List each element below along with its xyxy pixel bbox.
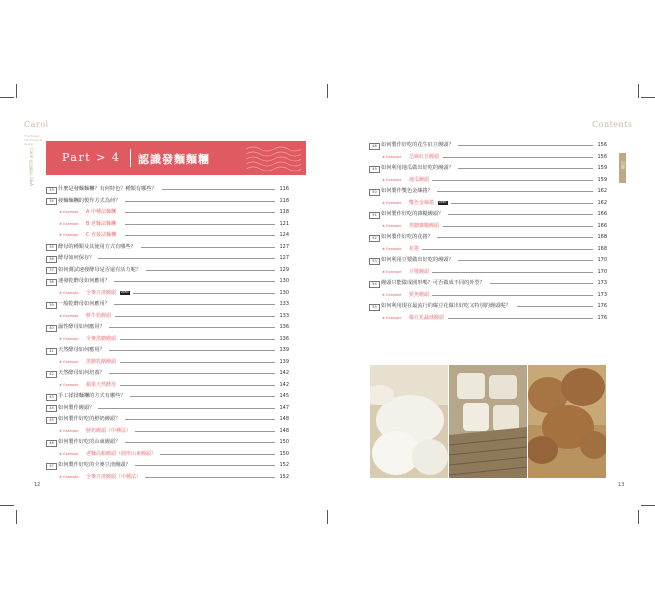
question-number: 37 xyxy=(46,267,57,274)
question-text: 如何製作饅頭？ xyxy=(58,404,95,411)
dot-leader xyxy=(98,258,275,259)
example-title: 全麥豆渣饅頭（中種法） xyxy=(86,473,142,480)
question-row xyxy=(46,196,289,206)
question-number: 41 xyxy=(46,348,57,355)
question-row xyxy=(369,278,607,288)
example-label: ★ Example xyxy=(59,210,79,214)
crop-mark xyxy=(638,84,639,98)
example-row xyxy=(369,267,607,277)
crop-mark xyxy=(327,84,328,98)
question-row xyxy=(369,163,607,173)
left-toc xyxy=(46,184,289,484)
example-row xyxy=(46,357,289,367)
question-number: 54 xyxy=(369,281,380,288)
question-row xyxy=(46,403,289,413)
dot-leader xyxy=(145,477,275,478)
page-ref: 162 xyxy=(597,188,607,194)
part-banner xyxy=(46,141,306,175)
question-number: 47 xyxy=(46,463,57,470)
question-row xyxy=(46,242,289,252)
part-title: 認識發麵麵糰 xyxy=(138,153,210,166)
question-row xyxy=(369,301,607,311)
question-text: 如何製作好吃的山東饅頭？ xyxy=(58,439,121,445)
page-ref: 148 xyxy=(279,416,289,422)
page-ref: 173 xyxy=(597,291,607,298)
photo-strip xyxy=(370,365,606,478)
question-number: 52 xyxy=(369,235,380,242)
dot-leader xyxy=(125,201,275,202)
dot-leader xyxy=(422,249,593,250)
page-ref: 121 xyxy=(279,220,289,227)
page-ref: 127 xyxy=(279,255,289,261)
page-ref: 118 xyxy=(279,209,289,215)
question-row xyxy=(46,345,289,355)
example-title: 黑糖雜糧饅頭 xyxy=(409,222,440,229)
question-text: 酵母的種類及其使用方式有哪些？ xyxy=(58,243,136,250)
question-text: 速發乾酵母如何應用？ xyxy=(58,278,110,284)
example-label: ★ Example xyxy=(59,451,79,456)
vertical-series-title: Carol 烘焙教室 Q&A xyxy=(29,148,34,186)
dot-leader xyxy=(162,189,275,190)
example-label: ★ Example xyxy=(382,292,402,297)
margin-word: Carol xyxy=(24,120,49,129)
page-ref: 159 xyxy=(597,165,607,171)
page-ref: 129 xyxy=(279,266,289,273)
dot-leader xyxy=(125,419,275,420)
dot-leader xyxy=(437,191,593,192)
question-number: 46 xyxy=(46,440,57,447)
example-row xyxy=(46,449,289,459)
example-title: C 直接法麵糰 xyxy=(86,232,117,238)
dot-leader xyxy=(120,385,275,386)
example-title: 老麵高粮饅頭（圓形山東饅頭） xyxy=(86,450,157,457)
page-ref: 152 xyxy=(279,473,289,480)
example-title: 全麥豆渣饅頭 xyxy=(86,289,117,296)
page-ref: 124 xyxy=(279,232,289,238)
example-row xyxy=(46,334,289,344)
page-ref: 118 xyxy=(279,197,289,204)
page-ref: 116 xyxy=(279,186,289,192)
left-page xyxy=(20,104,298,488)
dot-leader xyxy=(114,304,275,305)
crop-mark xyxy=(16,510,17,524)
page-ref: 139 xyxy=(279,358,289,365)
question-row xyxy=(369,209,607,219)
question-row xyxy=(46,253,289,263)
dot-leader xyxy=(125,235,275,236)
question-text: 什麼是發麵麵糰？有何特色？種類有哪些？ xyxy=(58,186,157,192)
dot-leader xyxy=(120,362,275,363)
dot-leader xyxy=(109,327,275,328)
dot-leader xyxy=(114,281,275,282)
question-text: 發麵麵糰的製作方式為何？ xyxy=(58,197,121,204)
example-label: ★ Example xyxy=(59,313,79,318)
question-row xyxy=(46,265,289,275)
example-label: ★ Example xyxy=(382,223,402,228)
part-label: Part > 4 xyxy=(62,151,121,164)
video-tag: VIDEO xyxy=(120,290,129,294)
dot-leader xyxy=(133,293,275,294)
example-row xyxy=(46,219,289,229)
page-ref: 168 xyxy=(597,245,607,252)
page-ref: 142 xyxy=(279,381,289,388)
question-number: 35 xyxy=(46,244,57,251)
question-row xyxy=(369,186,607,196)
crop-mark xyxy=(641,97,655,98)
dot-leader xyxy=(432,180,593,181)
example-label: ★ Example xyxy=(59,474,79,479)
dot-leader xyxy=(517,306,594,307)
example-title: B 老麵法麵糰 xyxy=(86,220,117,227)
crop-mark xyxy=(16,84,17,98)
page-ref: 156 xyxy=(597,142,607,148)
question-text: 天然酵母如何應用？ xyxy=(58,347,105,353)
page-ref: 170 xyxy=(597,268,607,275)
page-ref: 150 xyxy=(279,439,289,445)
dot-leader xyxy=(443,226,593,227)
page-ref: 168 xyxy=(597,234,607,240)
page-ref: 136 xyxy=(279,335,289,342)
question-text: 饅頭只能做成圓形嗎？可否做成不同的外型？ xyxy=(381,280,485,286)
question-number: 36 xyxy=(46,256,57,263)
question-number: 48 xyxy=(369,143,380,150)
dot-leader xyxy=(437,237,593,238)
question-text: 手工揉揉麵糰的方式有哪些？ xyxy=(58,393,126,399)
question-row xyxy=(46,437,289,447)
question-text: 如何製作好吃的全麥豆渣饅頭？ xyxy=(58,462,131,468)
question-text: 如何測試速發酵母是否還有活力呢？ xyxy=(58,266,142,273)
dot-leader xyxy=(432,272,593,273)
example-row xyxy=(46,288,289,298)
white-buns-photo xyxy=(370,365,448,478)
dot-leader xyxy=(125,442,275,443)
page-ref: 166 xyxy=(597,211,607,217)
page-ref: 133 xyxy=(279,312,289,319)
example-title: 花捲 xyxy=(409,245,420,252)
question-row xyxy=(46,368,289,378)
question-number: 55 xyxy=(369,304,380,311)
example-title: A 中種法麵糰 xyxy=(86,209,117,215)
question-number: 33 xyxy=(46,187,57,194)
dot-leader xyxy=(115,316,276,317)
question-row xyxy=(369,140,607,150)
question-text: 一般乾酵母如何應用？ xyxy=(58,301,110,307)
question-row xyxy=(46,276,289,286)
example-row xyxy=(46,472,289,482)
example-row xyxy=(46,426,289,436)
dot-leader xyxy=(146,270,275,271)
banner-divider xyxy=(130,149,131,167)
section-tab-label: 目錄 xyxy=(621,161,626,169)
page-ref: 133 xyxy=(279,301,289,307)
dot-leader xyxy=(458,260,593,261)
question-number: 44 xyxy=(46,405,57,412)
margin-subtitle: The Bread Tip Practical Guide xyxy=(24,134,43,146)
basket-buns-photo xyxy=(449,365,527,478)
example-label: ★ Example xyxy=(59,428,79,433)
question-row xyxy=(369,255,607,265)
dot-leader xyxy=(458,168,593,169)
question-text: 如何製作好吃的雜糧饅頭？ xyxy=(381,211,444,217)
example-label: ★ Example xyxy=(59,233,79,237)
dot-leader xyxy=(98,408,275,409)
question-number: 51 xyxy=(369,212,380,219)
margin-word: Contents xyxy=(592,120,633,129)
right-toc xyxy=(369,140,607,320)
question-number: 39 xyxy=(46,302,57,309)
dot-leader xyxy=(120,339,275,340)
example-label: ★ Example xyxy=(382,269,402,274)
dot-leader xyxy=(135,431,275,432)
page-ref: 150 xyxy=(279,450,289,457)
example-title: 黑糖乳酪饅頭 xyxy=(86,358,117,365)
question-number: 43 xyxy=(46,394,57,401)
page-ref: 176 xyxy=(597,314,607,321)
page-ref: 147 xyxy=(279,404,289,411)
example-label: ★ Example xyxy=(382,246,402,251)
example-row xyxy=(46,311,289,321)
example-title: 鮮牛奶饅頭 xyxy=(86,312,112,319)
example-row xyxy=(369,290,607,300)
dot-leader xyxy=(109,373,275,374)
page-ref: 136 xyxy=(279,324,289,330)
page-ref: 139 xyxy=(279,347,289,353)
crop-mark xyxy=(641,505,655,506)
dot-leader xyxy=(432,295,593,296)
page-number: 13 xyxy=(618,482,625,488)
question-row xyxy=(369,232,607,242)
page-ref: 152 xyxy=(279,462,289,468)
video-tag: VIDEO xyxy=(438,200,447,204)
question-text: 如何製作好吃的鮮奶饅頭？ xyxy=(58,416,121,422)
page-ref: 130 xyxy=(279,289,289,296)
page-ref: 156 xyxy=(597,153,607,160)
question-row xyxy=(46,322,289,332)
example-row xyxy=(46,207,289,217)
example-title: 芝麻紅豆饅頭 xyxy=(409,153,440,160)
wave-pattern-icon xyxy=(246,145,301,171)
page-ref: 159 xyxy=(597,176,607,183)
page-ref: 142 xyxy=(279,370,289,376)
question-number: 34 xyxy=(46,198,57,205)
example-title: 鮮奶饅頭（中種法） xyxy=(86,427,132,434)
example-title: 豆漿饅頭 xyxy=(409,268,430,275)
example-title: 爆豆花蔬球饅頭 xyxy=(409,314,445,321)
question-number: 38 xyxy=(46,279,57,286)
dot-leader xyxy=(130,396,275,397)
question-number: 45 xyxy=(46,417,57,424)
question-text: 天然酵母如何培養？ xyxy=(58,370,105,376)
example-title: 鯊魚饅頭 xyxy=(409,291,430,298)
question-number: 50 xyxy=(369,189,380,196)
dot-leader xyxy=(125,212,275,213)
question-text: 如何製作好吃的花生紅豆饅頭？ xyxy=(381,142,454,148)
example-label: ★ Example xyxy=(59,290,79,295)
page-ref: 166 xyxy=(597,222,607,229)
question-text: 如何利用地瓜做出好吃的饅頭？ xyxy=(381,165,454,171)
crop-mark xyxy=(0,97,14,98)
question-row xyxy=(46,391,289,401)
crop-mark xyxy=(638,510,639,524)
example-label: ★ Example xyxy=(382,315,402,320)
example-title: 全麥黑糖饅頭 xyxy=(86,335,117,342)
example-row xyxy=(369,175,607,185)
question-text: 如何製作雙色金絲捲？ xyxy=(381,188,433,194)
page-ref: 173 xyxy=(597,280,607,286)
question-text: 酵母如何保存？ xyxy=(58,255,95,261)
question-text: 如何製作好吃的花捲？ xyxy=(381,234,433,240)
dot-leader xyxy=(125,224,275,225)
question-row xyxy=(46,299,289,309)
crop-mark xyxy=(0,505,14,506)
dot-leader xyxy=(160,454,275,455)
section-tab xyxy=(619,153,626,183)
example-label: ★ Example xyxy=(59,336,79,341)
question-number: 40 xyxy=(46,325,57,332)
example-title: 地瓜饅頭 xyxy=(409,176,430,183)
dot-leader xyxy=(490,283,593,284)
example-label: ★ Example xyxy=(59,382,79,387)
dot-leader xyxy=(458,145,593,146)
question-number: 42 xyxy=(46,371,57,378)
example-title: 雙色金絲捲 xyxy=(409,199,435,206)
question-number: 53 xyxy=(369,258,380,265)
dot-leader xyxy=(109,350,275,351)
example-row xyxy=(46,230,289,240)
dot-leader xyxy=(448,318,593,319)
question-text: 濕性酵母如何應用？ xyxy=(58,324,105,330)
page-ref: 162 xyxy=(597,199,607,206)
example-label: ★ Example xyxy=(382,200,402,205)
dot-leader xyxy=(443,157,593,158)
example-label: ★ Example xyxy=(382,154,402,159)
question-row xyxy=(46,184,289,194)
question-row xyxy=(46,460,289,470)
example-label: ★ Example xyxy=(59,221,79,226)
example-row xyxy=(369,313,607,323)
page-ref: 127 xyxy=(279,243,289,250)
example-row xyxy=(369,198,607,208)
page-ref: 145 xyxy=(279,393,289,399)
example-row xyxy=(369,152,607,162)
dot-leader xyxy=(141,247,276,248)
example-label: ★ Example xyxy=(59,359,79,364)
example-row xyxy=(369,221,607,231)
example-label: ★ Example xyxy=(382,177,402,182)
example-title: 蘋果天然酵母 xyxy=(86,381,117,388)
dot-leader xyxy=(448,214,593,215)
page-ref: 130 xyxy=(279,278,289,284)
question-text: 如何利用現在最流行的爆豆花做出好吃又特別的饅頭呢？ xyxy=(381,303,511,309)
page-ref: 148 xyxy=(279,427,289,434)
question-text: 如何利用豆漿做出好吃的饅頭？ xyxy=(381,257,454,263)
page-number: 12 xyxy=(34,482,41,488)
example-row xyxy=(46,380,289,390)
question-row xyxy=(46,414,289,424)
dot-leader xyxy=(135,465,275,466)
brown-buns-photo xyxy=(528,365,606,478)
page-ref: 176 xyxy=(597,303,607,309)
dot-leader xyxy=(451,203,594,204)
example-row xyxy=(369,244,607,254)
crop-mark xyxy=(327,510,328,524)
question-number: 49 xyxy=(369,166,380,173)
page-ref: 170 xyxy=(597,257,607,263)
